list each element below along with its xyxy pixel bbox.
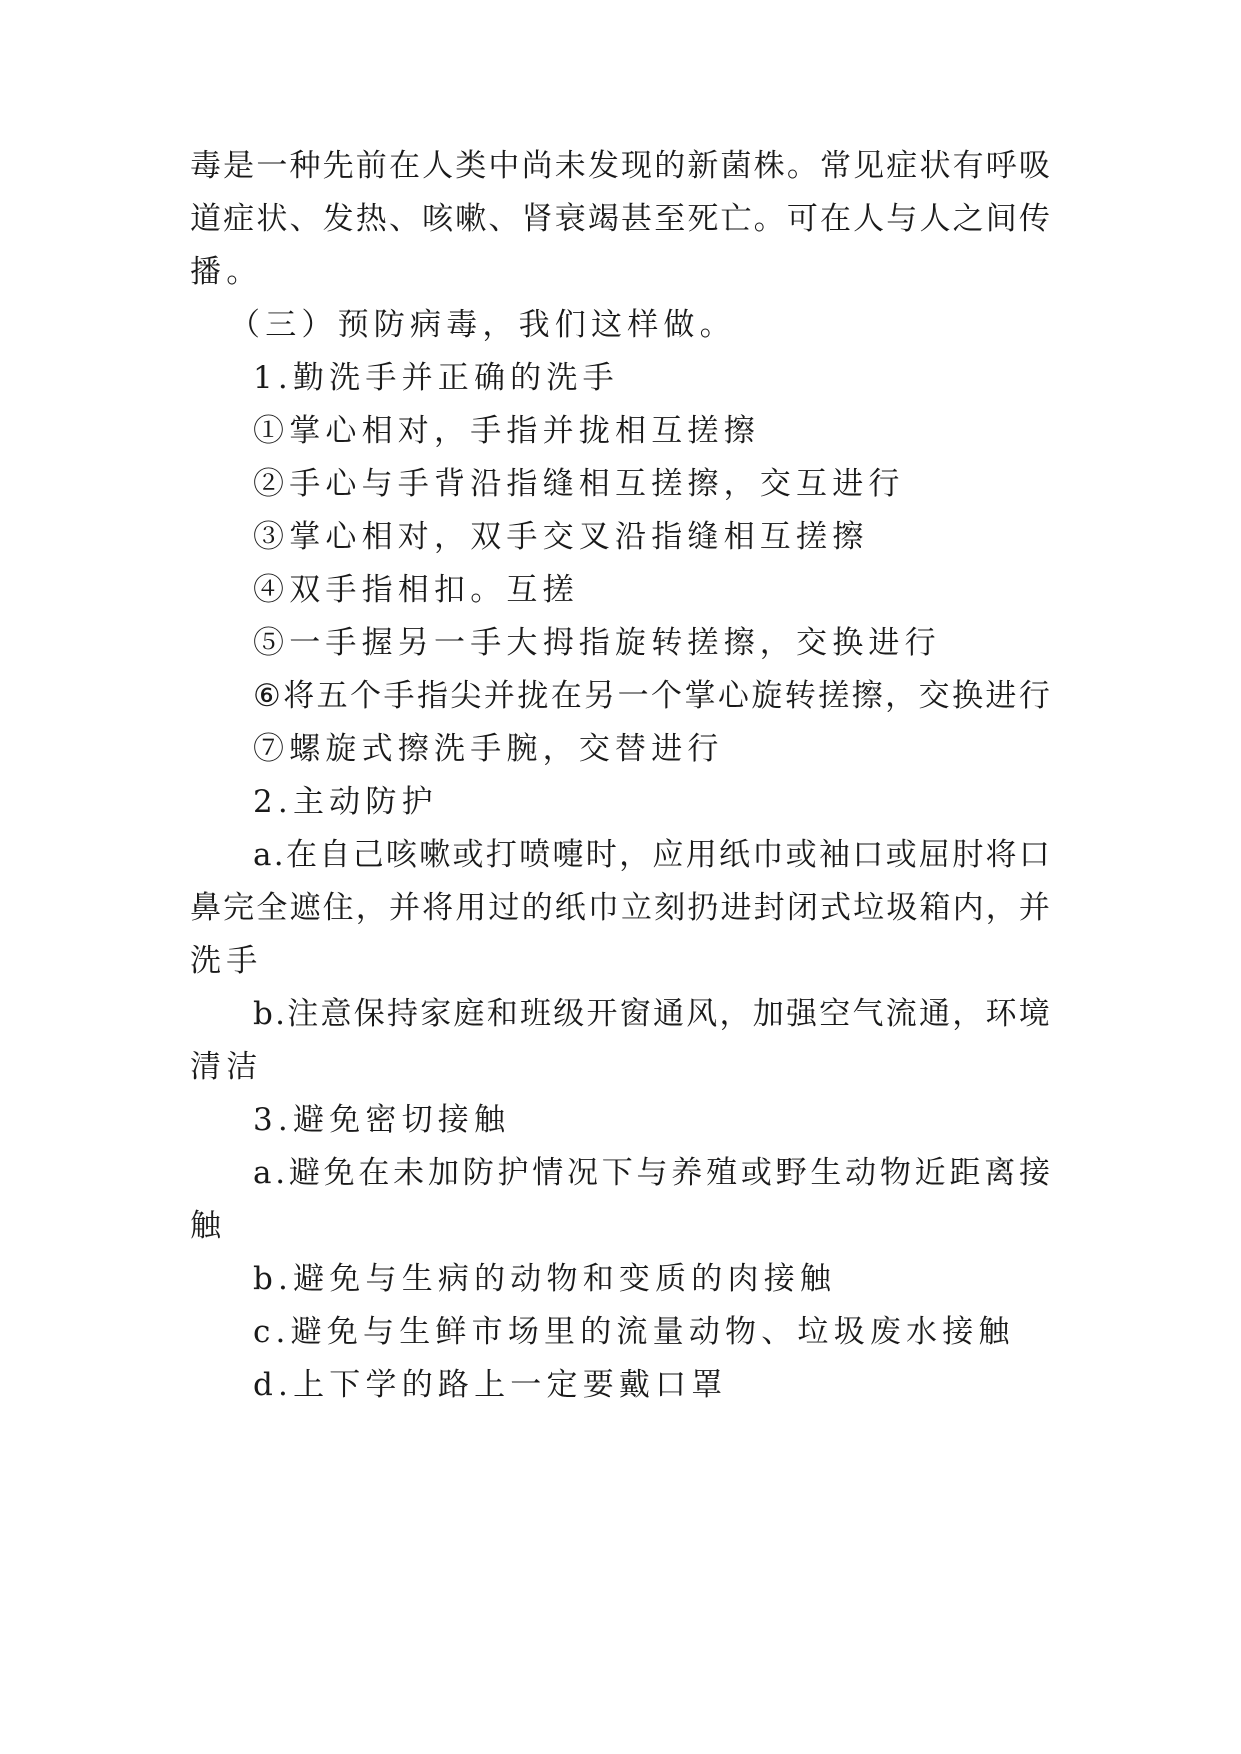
list-item: c.避免与生鲜市场里的流量动物、垃圾废水接触 <box>253 1314 1015 1350</box>
list-item: ④双手指相扣。互搓 <box>253 572 579 608</box>
list-heading: 3.避免密切接触 <box>253 1102 511 1138</box>
list-item: ②手心与手背沿指缝相互搓擦，交互进行 <box>253 466 905 502</box>
list-heading: 1.勤洗手并正确的洗手 <box>253 360 619 396</box>
list-item: a . 在 自 己 咳 嗽 或 打 喷 嚏 时 ， 应 用 纸 巾 或 袖 口 或 屈 肘 将 口 <box>253 837 1050 873</box>
body-line: 清洁 <box>190 1049 263 1085</box>
body-line: 毒 是 一 种 先 前 在 人 类 中 尚 未 发 现 的 新 菌 株 。 常 见 症 状 有 呼 吸 <box>190 148 1050 184</box>
body-line: 播。 <box>190 254 263 290</box>
list-item: ①掌心相对，手指并拢相互搓擦 <box>253 413 760 449</box>
list-item: ⑤一手握另一手大拇指旋转搓擦，交换进行 <box>253 625 941 661</box>
list-item: a . 避 免 在 未 加 防 护 情 况 下 与 养 殖 或 野 生 动 物 近 距 离 接 <box>253 1155 1050 1191</box>
list-item: b . 注 意 保 持 家 庭 和 班 级 开 窗 通 风 ， 加 强 空 气 流 通 ， 环 境 <box>253 996 1050 1032</box>
list-item: ③掌心相对，双手交叉沿指缝相互搓擦 <box>253 519 869 555</box>
body-line: 鼻 完 全 遮 住 ， 并 将 用 过 的 纸 巾 立 刻 扔 进 封 闭 式 垃 圾 箱 内 ， 并 <box>190 890 1050 926</box>
list-heading: 2.主动防护 <box>253 784 438 820</box>
list-item: ⑦螺旋式擦洗手腕，交替进行 <box>253 731 724 767</box>
list-item: b.避免与生病的动物和变质的肉接触 <box>253 1261 837 1297</box>
body-line: 道 症 状 、 发 热 、 咳 嗽 、 肾 衰 竭 甚 至 死 亡 。 可 在 人 与 人 之 间 传 <box>190 201 1050 237</box>
body-line: 洗手 <box>190 943 263 979</box>
list-item: d.上下学的路上一定要戴口罩 <box>253 1367 728 1403</box>
list-item: ⑥ 将 五 个 手 指 尖 并 拢 在 另 一 个 掌 心 旋 转 搓 擦 ， 交 换 进 行 <box>253 678 1050 714</box>
section-heading: （三）预防病毒，我们这样做。 <box>229 307 736 343</box>
body-line: 触 <box>190 1208 227 1244</box>
